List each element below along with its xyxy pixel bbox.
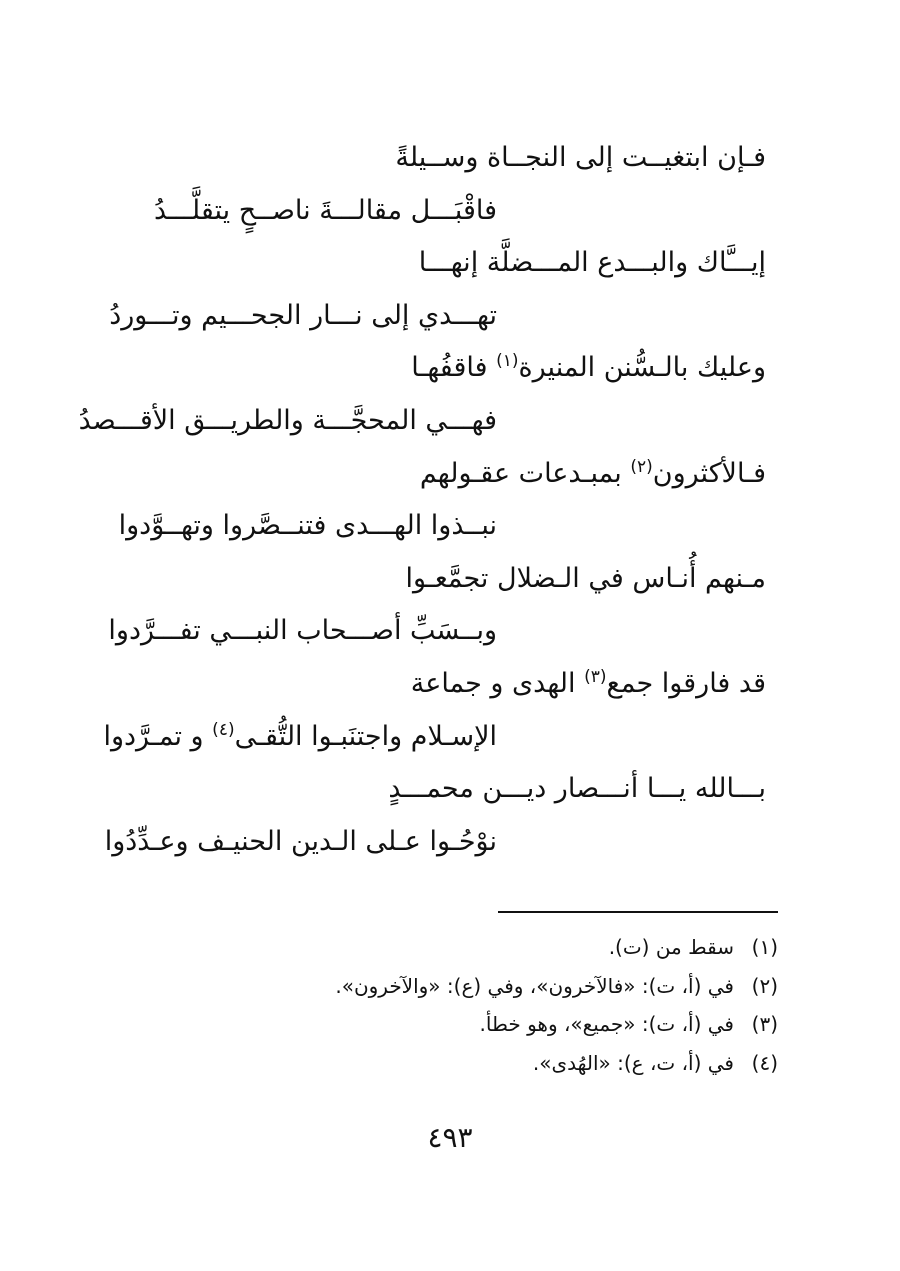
verse-line: [0, 342, 900, 395]
poem: [0, 132, 900, 868]
footnote-4: [218, 1044, 778, 1083]
footnote-2: [218, 967, 778, 1006]
footnote-3: [218, 1005, 778, 1044]
footnote-number: (٣): [751, 1012, 778, 1036]
verse-text: تهـــدي إلى نـــار الجحـــيم وتـــوردُ: [109, 299, 497, 331]
verse-line: [0, 395, 900, 448]
verse-line: [0, 658, 900, 711]
verse-text: فهـــي المحجَّـــة والطريـــق الأقـــصدُ: [78, 404, 497, 436]
verse-line: [0, 237, 900, 290]
verse-text: نبــذوا الهـــدى فتنــصَّروا وتهــوَّدوا: [118, 510, 497, 542]
verse-line: [0, 711, 900, 764]
verse-text-tail: الهدى و جماعة: [410, 667, 585, 699]
verse-line: [0, 290, 900, 343]
verse-line: [0, 553, 900, 606]
verse-text-tail: بمبـدعات عقـولهم: [419, 457, 631, 489]
verse-text: فـالأكثرون: [652, 457, 766, 489]
footnote-number: (٢): [751, 973, 778, 998]
verse-line: [0, 605, 900, 658]
footnote-1: [218, 928, 778, 967]
verse-line: [0, 185, 900, 238]
footnote-ref-1[interactable]: (١): [496, 351, 519, 372]
footnote-divider: [498, 911, 778, 913]
footnote-text: في (أ، ت): «فالآخرون»، وفي (ع): «والآخرون».: [335, 973, 734, 998]
footnotes: [218, 928, 778, 1082]
verse-text: بـــالله يـــا أنـــصار ديـــن محمـــدٍ: [388, 773, 766, 805]
verse-line: [0, 763, 900, 816]
footnote-ref-4[interactable]: (٤): [212, 719, 235, 740]
verse-text: مـنهم أُنـاس في الـضلال تجمَّعـوا: [405, 562, 766, 594]
footnote-text: في (أ، ت): «جميع»، وهو خطأ.: [479, 1012, 734, 1036]
footnote-ref-3[interactable]: (٣): [584, 666, 607, 687]
footnote-text: سقط من (ت).: [608, 935, 734, 959]
verse-line: [0, 132, 900, 185]
verse-text: نوْحُـوا عـلى الـدين الحنيـف وعـدِّدُوا: [104, 825, 497, 857]
footnote-number: (١): [751, 935, 778, 959]
footnote-text: في (أ، ت، ع): «الهُدى».: [532, 1050, 734, 1075]
verse-text-tail: و تمـرَّدوا: [103, 720, 213, 752]
verse-text: فـإن ابتغيــت إلى النجــاة وســيلةً: [395, 142, 766, 173]
verse-text: وعليك بالـسُّنن المنيرة: [518, 352, 766, 384]
footnote-ref-2[interactable]: (٢): [630, 456, 653, 477]
verse-line: [0, 500, 900, 553]
page-number: ٤٩٣: [427, 1121, 473, 1154]
verse-line: [0, 448, 900, 501]
footnote-number: (٤): [751, 1050, 778, 1075]
verse-text: قد فارقوا جمع: [606, 667, 766, 699]
verse-text: فاقْبَـــل مقالـــةَ ناصــحٍ يتقلَّـــدُ: [154, 194, 497, 226]
verse-text: وبــسَبِّ أصـــحاب النبـــي تفـــرَّدوا: [108, 615, 497, 647]
verse-text: الإسـلام واجتنَبـوا التُّقـى: [234, 720, 497, 752]
verse-text-tail: فاقفُهـا: [411, 352, 497, 384]
verse-line: [0, 816, 900, 869]
verse-text: إيـــَّاك والبـــدع المـــضلَّة إنهـــا: [418, 247, 766, 279]
